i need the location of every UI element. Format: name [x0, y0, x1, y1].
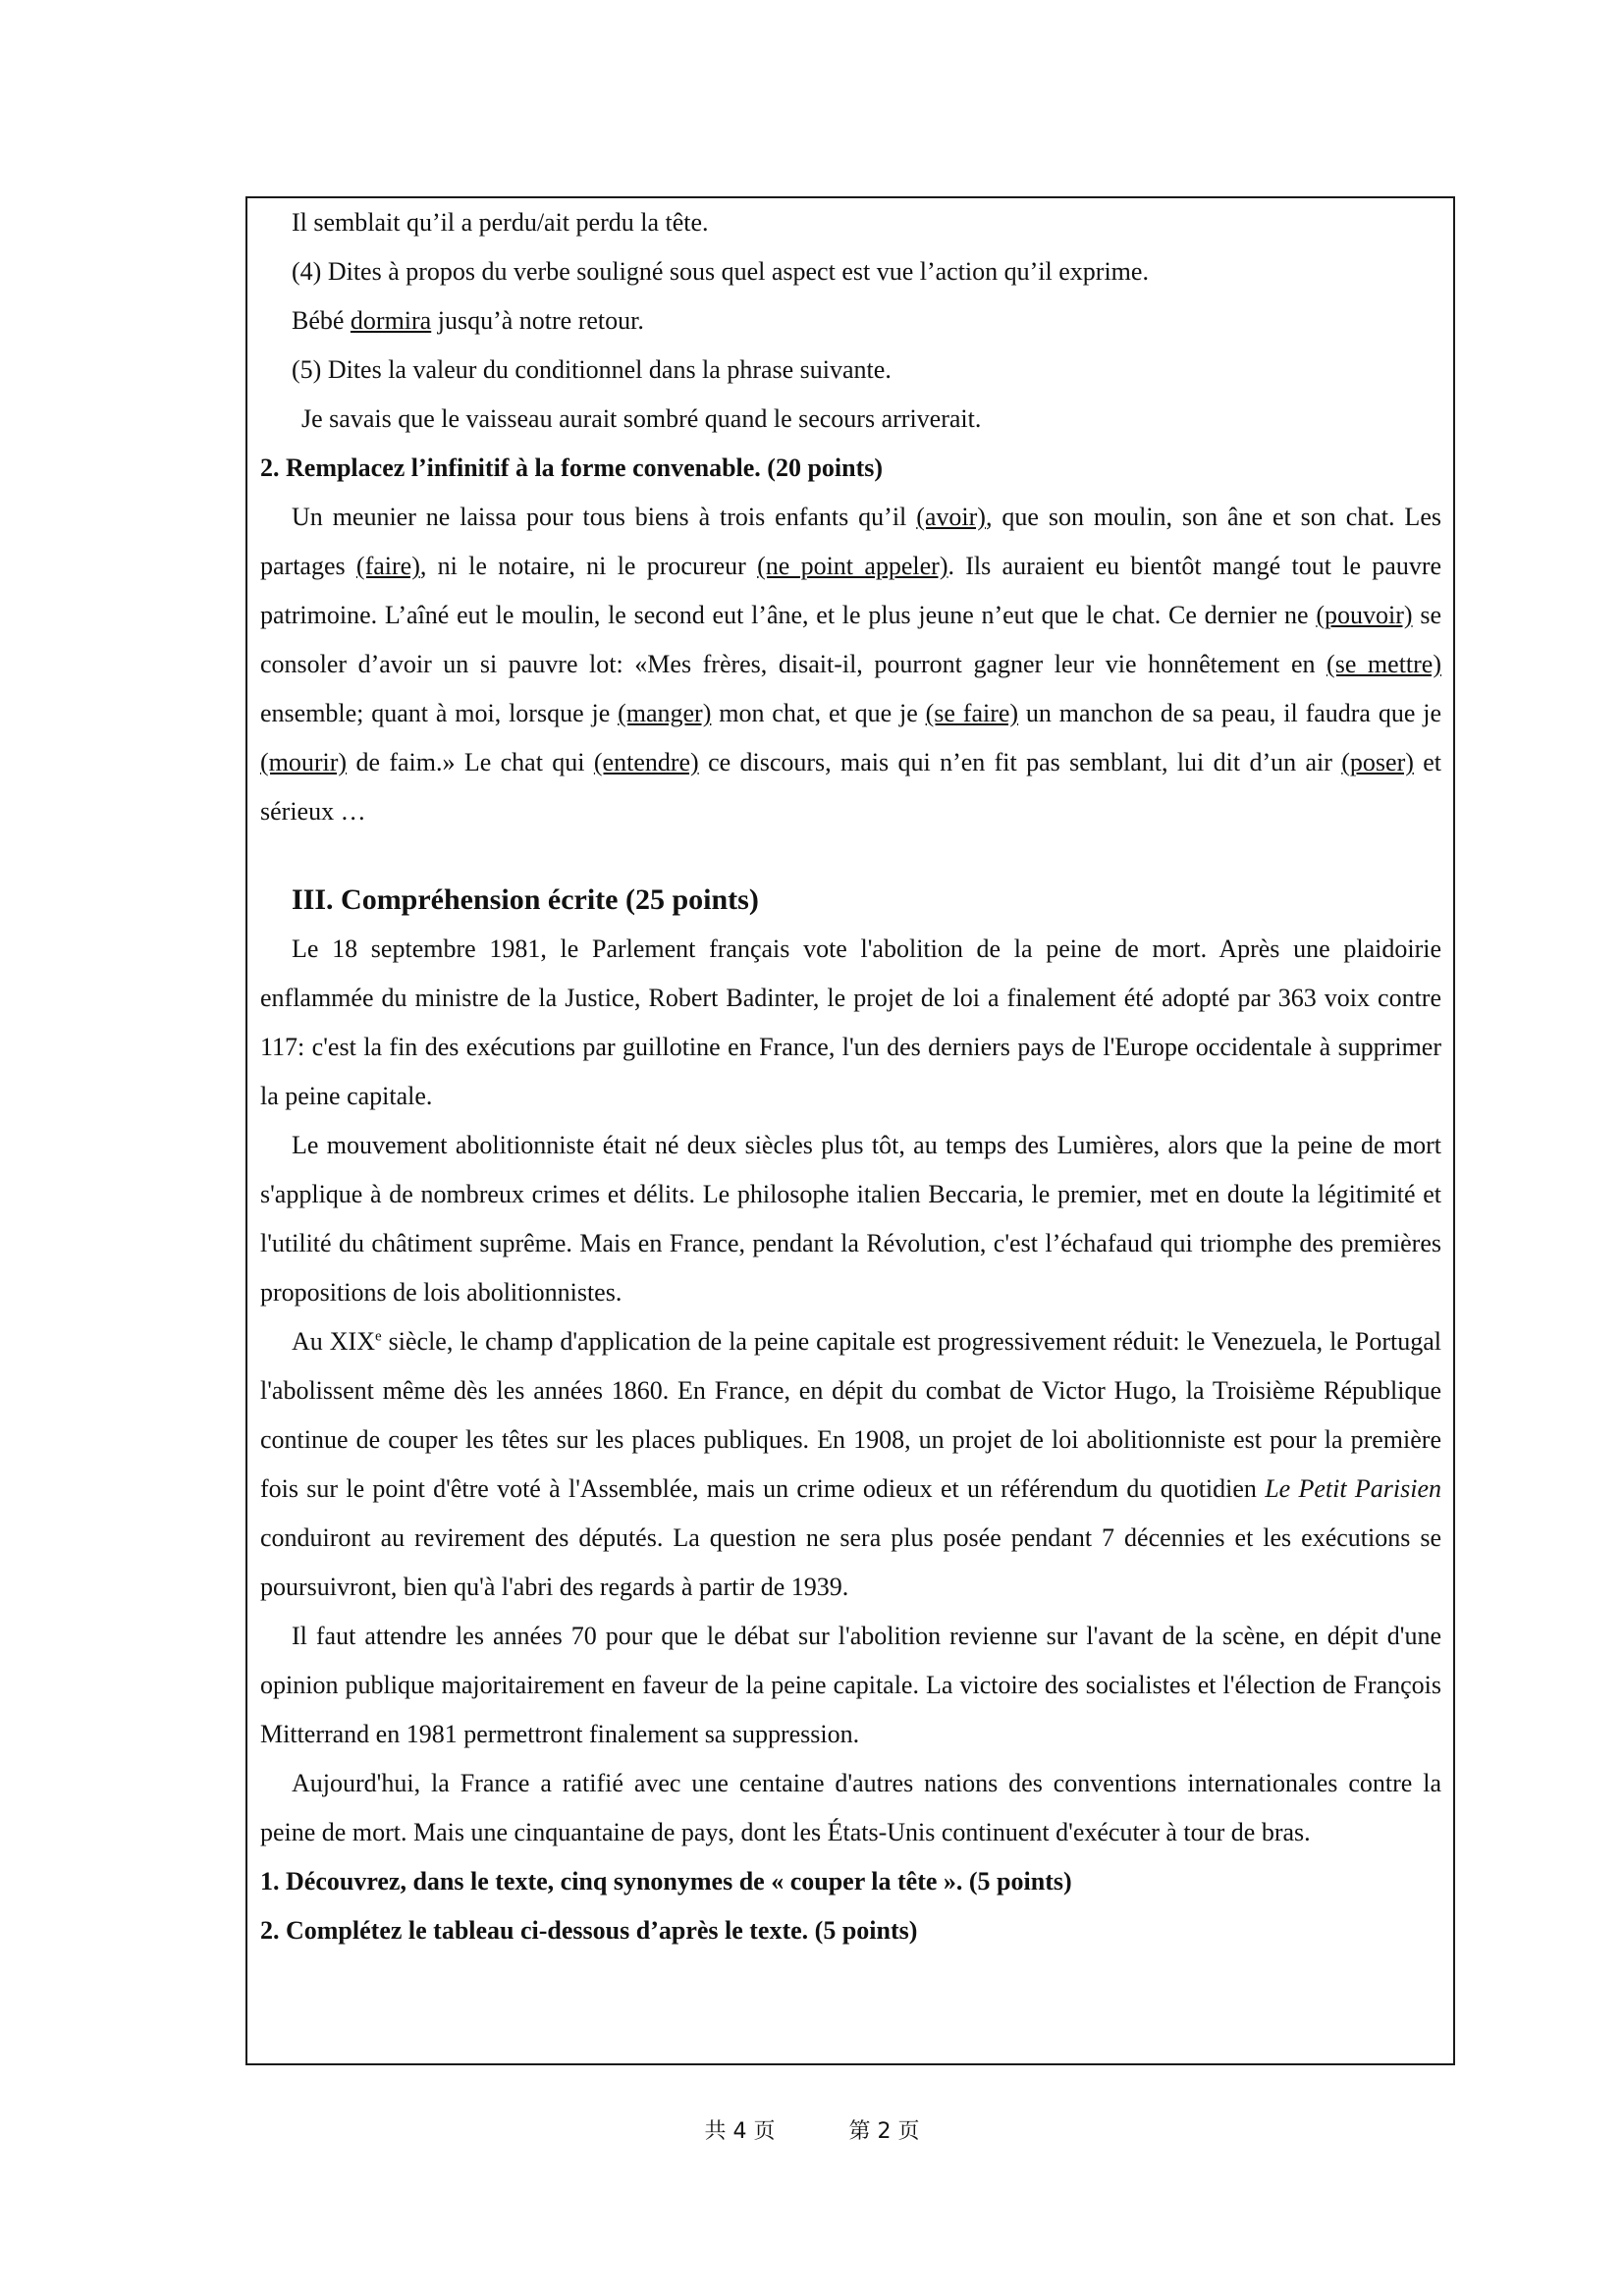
reading-paragraph-2: Le mouvement abolitionniste était né deux siècles plus tôt, au temps des Lumières, alors que la peine de mort s'applique à de nombreux crimes et délits. Le philosophe italien Beccaria, le premier, met en doute la légitimité et l'utilité du châtiment suprême. Mais en France, pendant la Révolution, c'est l’échafaud qui triomphe des premières propositions de lois abolitionnistes. [260, 1131, 1441, 1307]
exercise-text: , que son moulin, son âne et son chat. Les partages [260, 503, 1441, 580]
exercise-text: , ni le notaire, ni le procureur [419, 552, 758, 580]
grammar-example-5: Je savais que le vaisseau aurait sombré quand le secours arriverait. [301, 404, 982, 433]
reading-task-1: 1. Découvrez, dans le texte, cinq synonymes de « couper la tête ». (5 points) [260, 1867, 1072, 1896]
reading-paragraph-3 [260, 1317, 1441, 1612]
exercise-text: mon chat, et que je [711, 699, 926, 727]
infinitive-blank: (se faire) [925, 699, 1019, 727]
reading-paragraph-5: Aujourd'hui, la France a ratifié avec une centaine d'autres nations des conventions internationales contre la peine de mort. Mais une cinquantaine de pays, dont les États-Unis continuent d'exécuter à tour de bras. [260, 1769, 1441, 1846]
grammar-question-4: (4) Dites à propos du verbe souligné sous quel aspect est vue l’action qu’il exprime. [292, 257, 1149, 286]
infinitive-blank: (faire) [355, 552, 420, 580]
exercise-text: ce discours, mais qui n’en fit pas semblant, lui dit d’un air [698, 748, 1342, 776]
infinitive-blank: (pouvoir) [1316, 601, 1413, 629]
exercise-text: se consoler d’avoir un si pauvre lot: «Mes frères, disait-il, pourront gagner leur vie honnêtement en [260, 601, 1441, 678]
newspaper-title: Le Petit Parisien [1265, 1474, 1441, 1503]
reading-paragraph-1: Le 18 septembre 1981, le Parlement français vote l'abolition de la peine de mort. Après une plaidoirie enflammée du ministre de la Justice, Robert Badinter, le projet de loi a finalement été adopté par 363 voix contre 117: c'est la fin des exécutions par guillotine en France, l'un des derniers pays de l'Europe occidentale à supprimer la peine capitale. [260, 934, 1441, 1110]
infinitive-blank: (avoir) [916, 503, 986, 531]
grammar-example-3: Il semblait qu’il a perdu/ait perdu la tête. [292, 208, 709, 237]
superscript-e: e [374, 1328, 382, 1345]
exercise-text: Un meunier ne laissa pour tous biens à trois enfants qu’il [292, 503, 917, 531]
infinitive-blank: (poser) [1341, 748, 1414, 776]
grammar-example-4 [260, 296, 1441, 346]
infinitive-blank: (manger) [618, 699, 712, 727]
exercise-2-text [260, 493, 1441, 836]
current-page: 第 2 页 [848, 2119, 920, 2144]
paragraph-text: siècle, le champ d'application de la peine capitale est progressivement réduit: le Venezuela, le Portugal l'abolissent même dès les années 1860. En France, en dépit du combat de Victor Hugo, la Troisième République continue de couper les têtes sur les places publiques. En 1908, un projet de loi abolitionniste est pour la première fois sur le point d'être voté à l'Assemblée, mais un crime odieux et un référendum du quotidien [260, 1327, 1441, 1503]
page-content [260, 198, 1441, 1955]
infinitive-blank: (ne point appeler) [757, 552, 948, 580]
exercise-text: et sérieux … [260, 748, 1442, 826]
paragraph-text: Au XIX [292, 1327, 375, 1356]
grammar-question-5: (5) Dites la valeur du conditionnel dans la phrase suivante. [292, 355, 892, 384]
reading-paragraph-4: Il faut attendre les années 70 pour que le débat sur l'abolition revienne sur l'avant de la scène, en dépit d'une opinion publique majoritairement en faveur de la peine capitale. La victoire des socialistes et l'élection de François Mitterrand en 1981 permettront finalement sa suppression. [260, 1622, 1441, 1748]
infinitive-blank: (entendre) [593, 748, 699, 776]
exercise-text: ensemble; quant à moi, lorsque je [260, 699, 619, 727]
exercise-text: un manchon de sa peau, il faudra que je [1018, 699, 1441, 727]
exercise-text: de faim.» Le chat qui [347, 748, 594, 776]
infinitive-blank: (se mettre) [1326, 650, 1441, 678]
page-footer [0, 2114, 1624, 2145]
reading-task-2: 2. Complétez le tableau ci-dessous d’après le texte. (5 points) [260, 1916, 918, 1945]
exercise-text: . Ils auraient eu bientôt mangé tout le pauvre patrimoine. L’aîné eut le moulin, le second eut l’âne, et le plus jeune n’eut que le chat. Ce dernier ne [260, 552, 1442, 629]
underlined-verb: dormira [350, 306, 432, 335]
paragraph-text: conduiront au revirement des députés. La question ne sera plus posée pendant 7 décennies et les exécutions se poursuivront, bien qu'à l'abri des regards à partir de 1939. [260, 1523, 1441, 1601]
section-3-heading: III. Compréhension écrite (25 points) [292, 883, 759, 916]
exercise-2-title: 2. Remplacez l’infinitif à la forme convenable. (20 points) [260, 454, 884, 482]
total-pages: 共 4 页 [704, 2119, 776, 2144]
infinitive-blank: (mourir) [260, 748, 348, 776]
example-text: Bébé [292, 306, 351, 335]
example-text: jusqu’à notre retour. [431, 306, 644, 335]
